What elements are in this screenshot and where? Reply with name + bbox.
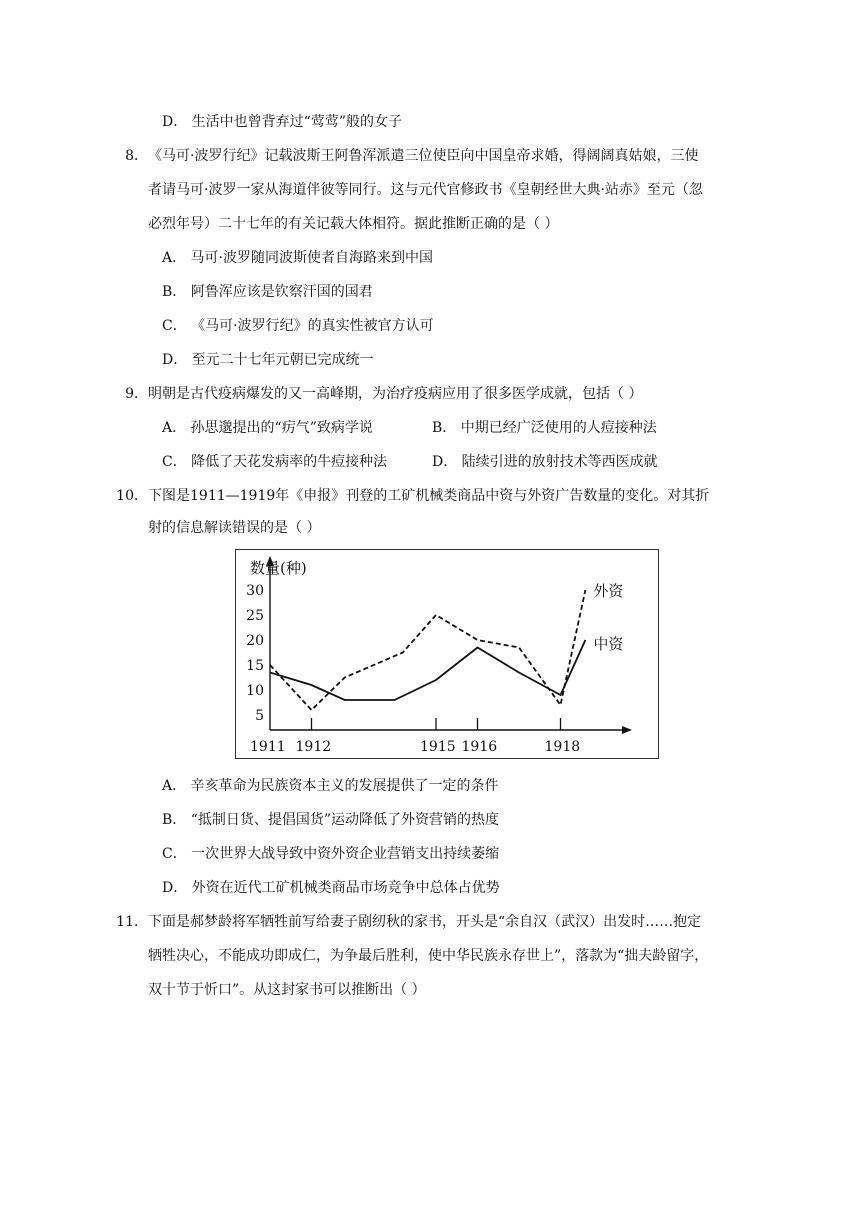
q8-option-c: C． 《马可·波罗行纪》的真实性被官方认可 [162,318,434,334]
q9-option-d: D． 陆续引进的放射技术等西医成就 [432,454,658,470]
q10-option-d: D． 外资在近代工矿机械类商品市场竞争中总体占优势 [162,880,500,896]
y-tick-label: 15 [246,658,264,674]
q9-option-b: B． 中期已经广泛使用的人痘接种法 [432,420,657,436]
y-tick-label: 20 [246,633,264,649]
q11-stem-line-1: 下面是郝梦龄将军牺牲前写给妻子剧纫秋的家书，开头是“余自汉（武汉）出发时……抱定 [148,914,702,930]
x-tick-label: 1915 [420,739,456,755]
q7-option-d: D． 生活中也曾背弃过“莺莺”般的女子 [162,114,402,130]
q10-option-a: A． 辛亥革命为民族资本主义的发展提供了一定的条件 [162,778,499,794]
q9-option-a: A． 孙思邈提出的“疠气”致病学说 [162,420,373,436]
series-line-foreign [270,590,585,710]
q11-number: 11． [116,914,148,930]
x-tick-label: 1918 [544,739,581,755]
series-label: 中资 [593,635,624,653]
y-tick-label: 10 [246,683,264,699]
y-tick-label: 5 [255,708,264,724]
y-tick-label: 25 [246,608,264,624]
chart-frame [235,549,659,759]
x-tick-label: 1911 [250,739,286,755]
q11-stem-line-2: 牺牲决心，不能成功即成仁，为争最后胜利，使中华民族永存世上”，落款为“拙夫龄留字， [148,948,709,964]
x-axis-arrow [622,726,632,734]
q8-number: 8． [125,148,148,164]
q8-stem-line-2: 者请马可·波罗一家从海道伴彼等同行。这与元代官修政书《皇朝经世大典·站赤》至元（忽 [148,182,703,198]
q9-number: 9． [125,386,148,402]
q10-stem-line-2: 射的信息解读错误的是（ ） [148,520,321,536]
q8-option-a: A． 马可·波罗随同波斯使者自海路来到中国 [162,250,434,266]
q10-stem-line-1: 下图是1911—1919年《申报》刊登的工矿机械类商品中资与外资广告数量的变化。对其折 [148,488,710,504]
series-label: 外资 [593,582,624,600]
q9-stem: 明朝是古代疫病爆发的又一高峰期，为治疗疫病应用了很多医学成就，包括（ ） [148,386,643,402]
q8-stem-line-1: 《马可·波罗行纪》记载波斯王阿鲁浑派遣三位使臣向中国皇帝求婚，得阔阔真姑娘，三使 [148,148,699,164]
q10-option-b: B． “抵制日货、提倡国货”运动降低了外资营销的热度 [162,812,500,828]
y-axis-label: 数量(种) [250,559,307,577]
q9-option-c: C． 降低了天花发病率的牛痘接种法 [162,454,388,470]
x-tick-label: 1912 [295,739,332,755]
q11-stem-line-3: 双十节于忻口”。从这封家书可以推断出（ ） [148,982,426,998]
q8-stem-line-3: 必烈年号）二十七年的有关记载大体相符。据此推断正确的是（ ） [148,216,559,232]
y-tick-label: 30 [246,583,264,599]
q10-number: 10． [116,488,148,504]
q8-option-d: D． 至元二十七年元朝已完成统一 [162,352,374,368]
q8-option-b: B． 阿鲁浑应该是钦察汗国的国君 [162,284,373,300]
q10-option-c: C． 一次世界大战导致中资外资企业营销支出持续萎缩 [162,846,500,862]
series-line-chinese [270,640,585,700]
line-chart [236,550,657,757]
x-tick-label: 1916 [461,739,498,755]
